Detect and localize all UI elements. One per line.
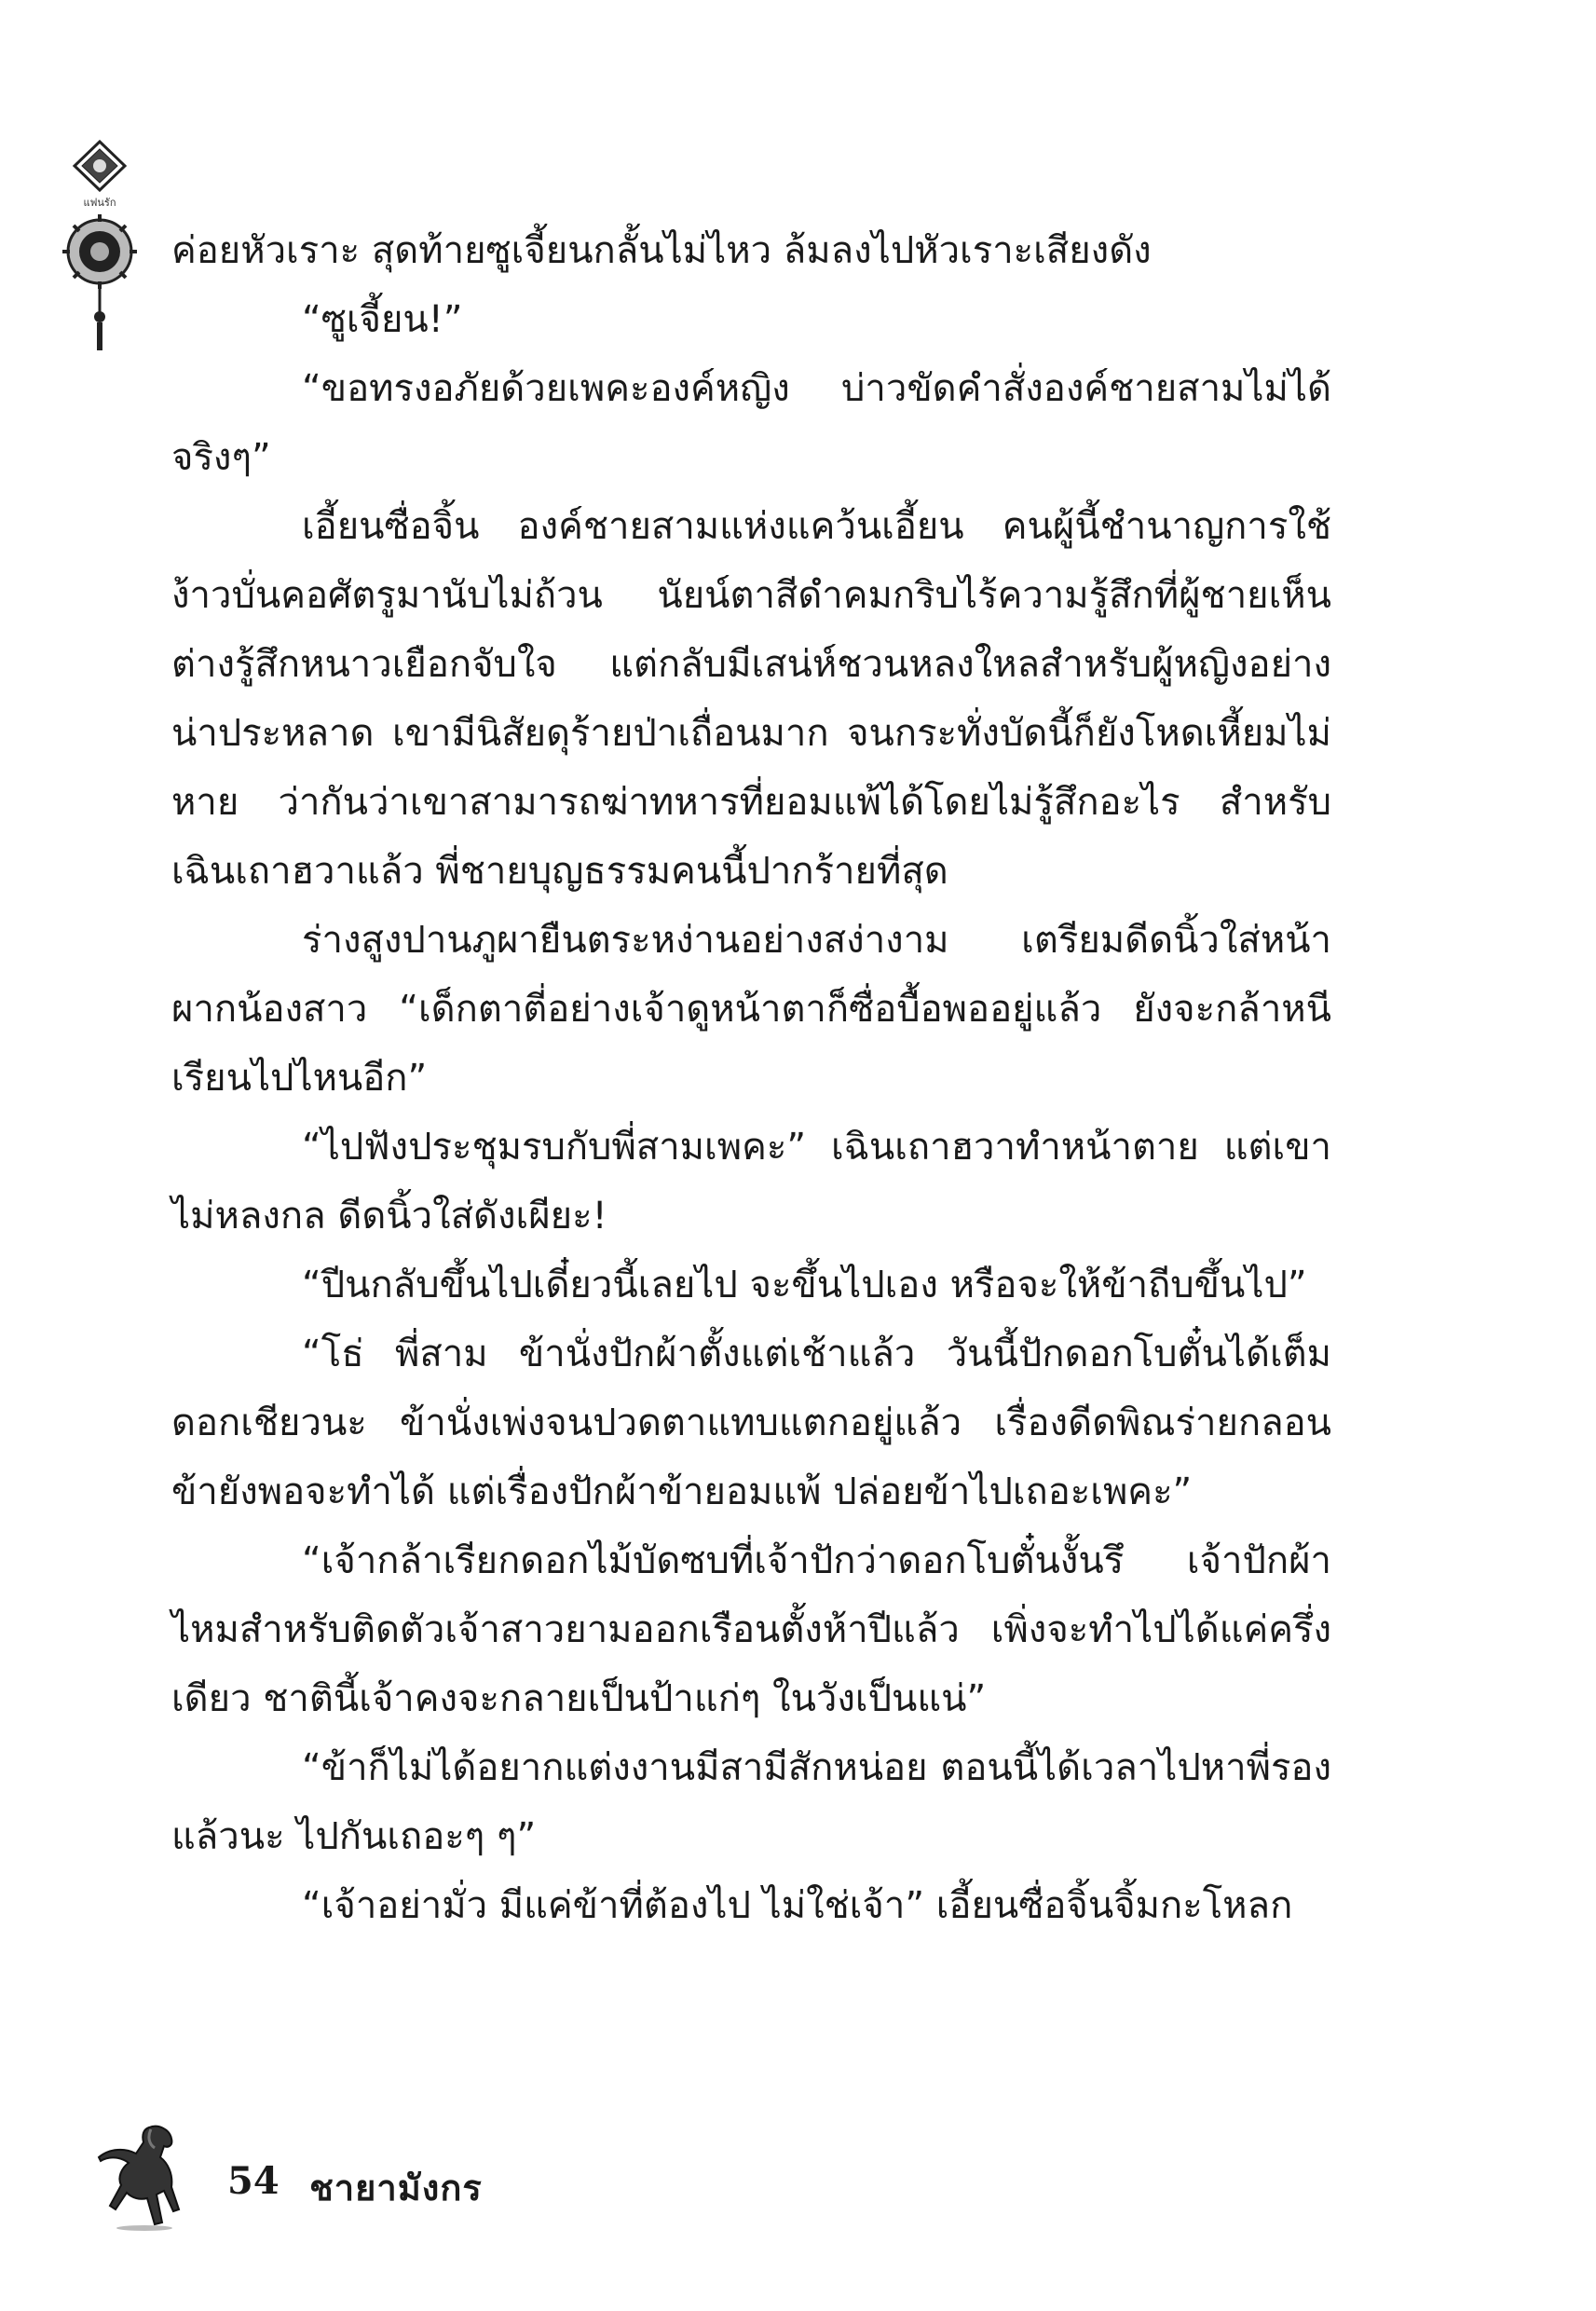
book-title: ชายามังกร [309, 2167, 483, 2208]
ornament-emblem-icon [58, 140, 142, 363]
body-text [171, 216, 1331, 1940]
page-footer [93, 2120, 652, 2232]
rearing-horse-icon [93, 2120, 196, 2232]
paragraph: “ซูเจี้ยน!” [302, 298, 463, 341]
paragraph: “ปีนกลับขึ้นไปเดี๋ยวนี้เลยไป จะขึ้นไปเอง หรือจะให้ข้าถีบขึ้นไป” [302, 1264, 1307, 1306]
paragraph: “เจ้าอย่ามั่ว มีแค่ข้าที่ต้องไป ไม่ใช่เจ้า” เอี้ยนซื่อจิ้นจิ้มกะโหลก [302, 1884, 1293, 1927]
paragraph: ค่อยหัวเราะ สุดท้ายซูเจี้ยนกลั้นไม่ไหว ล้มลงไปหัวเราะเสียงดัง [171, 229, 1152, 272]
paragraph: “ขอทรงอภัยด้วยเพคะองค์หญิง บ่าวขัดคำสั่งองค์ชายสามไม่ได้จริงๆ” [171, 367, 1331, 479]
paragraph: “ข้าก็ไม่ได้อยากแต่งงานมีสามีสักหน่อย ตอนนี้ได้เวลาไปหาพี่รองแล้วนะ ไปกันเถอะๆ ๆ” [171, 1746, 1331, 1858]
emblem-label: แฟนรัก [83, 197, 116, 209]
paragraph: “โธ่ พี่สาม ข้านั่งปักผ้าตั้งแต่เช้าแล้ว วันนี้ปักดอกโบตั๋นได้เต็มดอกเชียวนะ ข้านั่งเพ่งจนปวดตาแทบแตกอยู่แล้ว เรื่องดีดพิณร่ายกลอนข้ายังพอจะทำได้ แต่เรื่องปักผ้าข้ายอมแพ้ ปล่อยข้าไปเถอะเพคะ” [171, 1333, 1331, 1513]
paragraph: ร่างสูงปานภูผายืนตระหง่านอย่างสง่างาม เตรียมดีดนิ้วใส่หน้าผากน้องสาว “เด็กตาตี่อย่างเจ้าดูหน้าตาก็ซื่อบื้อพออยู่แล้ว ยังจะกล้าหนีเรียนไปไหนอีก” [171, 919, 1331, 1100]
paragraph: “เจ้ากล้าเรียกดอกไม้บัดซบที่เจ้าปักว่าดอกโบตั๋นงั้นรึ เจ้าปักผ้าไหมสำหรับติดตัวเจ้าสาวยามออกเรือนตั้งห้าปีแล้ว เพิ่งจะทำไปได้แค่ครึ่งเดียว ชาตินี้เจ้าคงจะกลายเป็นป้าแก่ๆ ในวังเป็นแน่” [171, 1539, 1331, 1720]
paragraph: “ไปฟังประชุมรบกับพี่สามเพคะ” เฉินเถาฮวาทำหน้าตาย แต่เขาไม่หลงกล ดีดนิ้วใส่ดังเผียะ! [171, 1126, 1331, 1238]
page-number: 54 [227, 2159, 280, 2203]
paragraph: เอี้ยนซื่อจิ้น องค์ชายสามแห่งแคว้นเอี้ยน คนผู้นี้ชำนาญการใช้ง้าวบั่นคอศัตรูมานับไม่ถ้วน นัยน์ตาสีดำคมกริบไร้ความรู้สึกที่ผู้ชายเห็นต่างรู้สึกหนาวเยือกจับใจ แต่กลับมีเสน่ห์ชวนหลงใหลสำหรับผู้หญิงอย่างน่าประหลาด เขามีนิสัยดุร้ายป่าเถื่อนมาก จนกระทั่งบัดนี้ก็ยังโหดเหี้ยมไม่หาย ว่ากันว่าเขาสามารถฆ่าทหารที่ยอมแพ้ได้โดยไม่รู้สึกอะไร สำหรับเฉินเถาฮวาแล้ว พี่ชายบุญธรรมคนนี้ปากร้ายที่สุด [171, 505, 1331, 893]
